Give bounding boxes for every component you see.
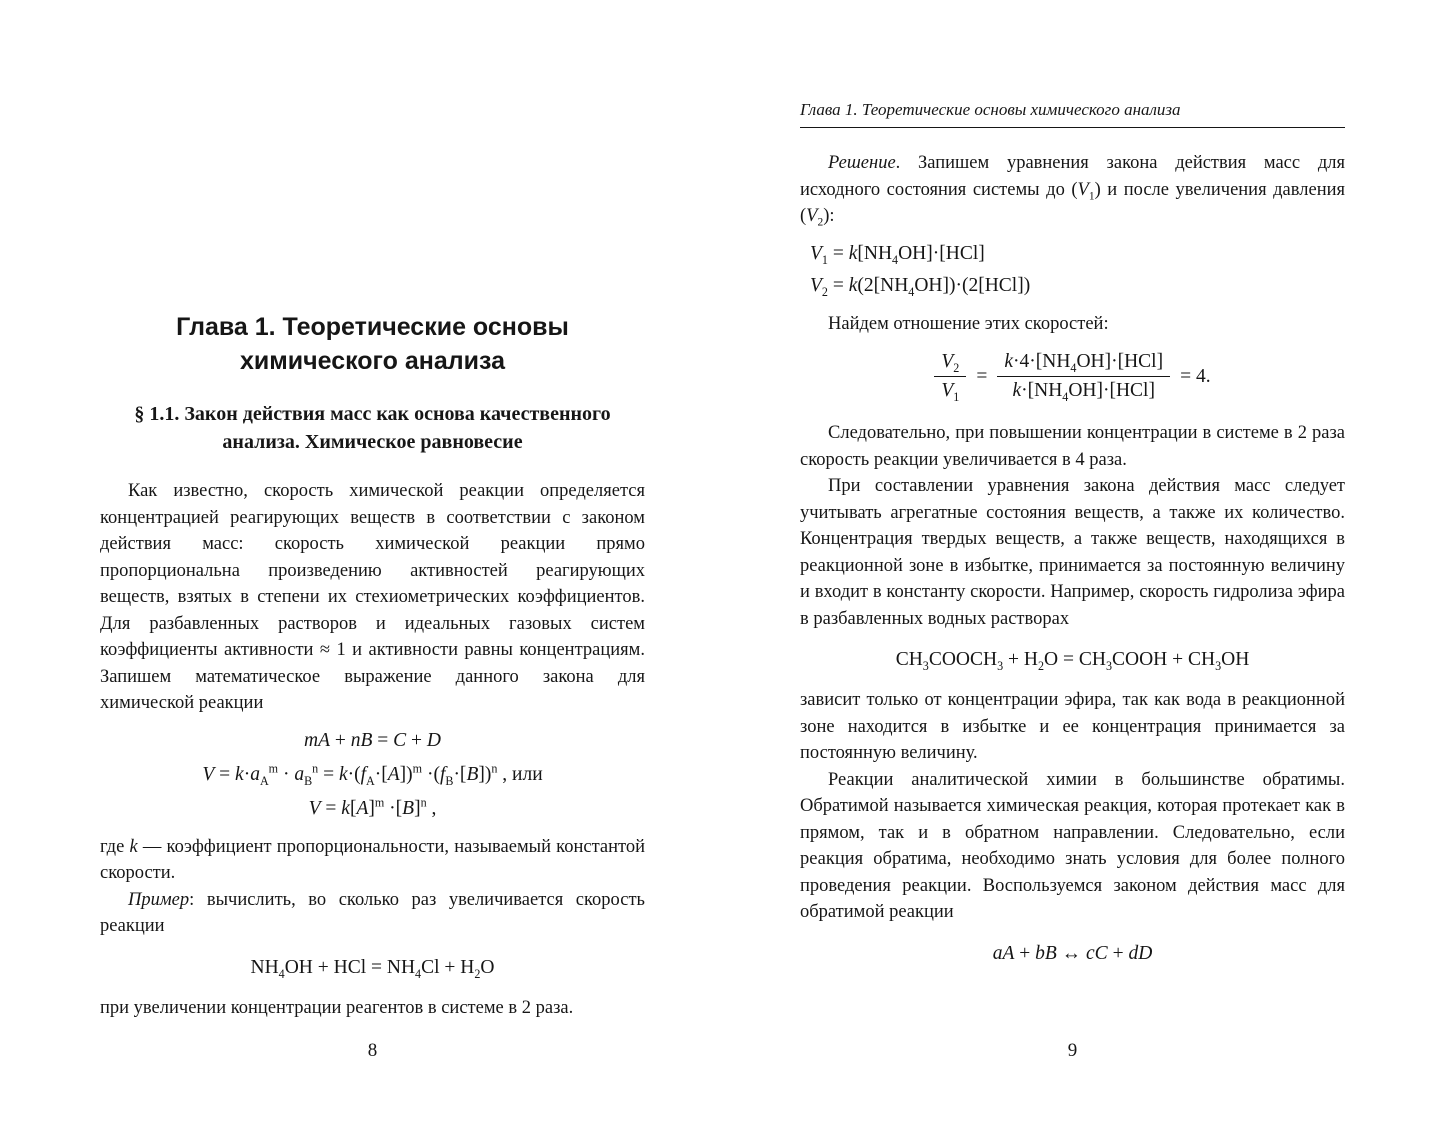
section-title: § 1.1. Закон действия масс как основа качественного анализа. Химическое равновесие: [134, 403, 611, 453]
formula-ester-hydrolysis: $CH_3COOCH_3 + H_2O$ = $CH_3COOH + CH_3OH$: [895, 649, 1250, 673]
formula-v1: $V_1 = k[NH_4OH]\cdot[HCl]$: [810, 242, 985, 267]
chapter-title: Глава 1. Теоретические основы химического анализа: [176, 313, 569, 375]
fraction-denominator: $V_1$: [941, 380, 960, 404]
result-value: = 4.: [1180, 365, 1211, 387]
paragraph-condition: при увеличении концентрации реагентов в системе в 2 раза.: [100, 997, 574, 1018]
formula-block: [100, 727, 645, 822]
page-number-right: 9: [1067, 1040, 1078, 1061]
equals-sign: =: [976, 365, 988, 387]
fraction-denominator: $k\cdot[NH_4OH]\cdot[HCl]$: [1012, 380, 1155, 404]
formula-general-reaction: mA + nB = C + D: [303, 729, 442, 751]
paragraph-intro: Как известно, скорость химической реакции определяется концентрацией реагирующих веществ в соответствии с законом действия масс: скорость химической реакции прямо пропорциональна произведению активностей реагирующих веществ, взятых в степени их стехиометрических коэффициентов. Для разбавленных растворов и идеальных газовых систем коэффициенты активности ≈ 1 и активности равны концентрациям. Запишем математическое выражение данного закона для химической реакции: [100, 481, 645, 713]
fraction-v2-v1: [934, 351, 966, 402]
paragraph-example: Пример: вычислить, во сколько раз увеличивается скорость реакции: [100, 889, 645, 936]
formula-v2: $V_2 = k(2[NH_4OH])\cdot(2[HCl])$: [810, 274, 1031, 299]
formula-rate-ratio: [800, 351, 1345, 402]
paragraph-reversible: Реакции аналитической химии в большинстве обратимы. Обратимой называется химическая реакция, которая протекает как в прямом, так и в обратном направлении. Следовательно, если реакция обратима, необходимо знать условия для более полного проведения реакции. Воспользуемся законом действия масс для обратимой реакции: [800, 769, 1345, 922]
paragraph-rate-constant: где k — коэффициент пропорциональности, называемый константой скорости.: [100, 836, 645, 883]
formula-nh4oh-reaction: $NH_4OH$ + HCl = $NH_4Cl + H_2O$: [250, 956, 495, 981]
page-number-left: 8: [367, 1040, 378, 1061]
paragraph-aggregate-states: При составлении уравнения закона действия масс следует учитывать агрегатные состояния веществ, а также их количество. Концентрация твердых веществ, а также веществ, находящихся в реакционной зоне в избытке, принимается за постоянную величину и входит в константу скорости. Например, скорость гидролиза эфира в разбавленных водных растворах: [800, 476, 1345, 629]
running-header: Глава 1. Теоретические основы химического анализа: [800, 100, 1345, 128]
formula-rate-short: $V = k[A]^m \cdot[B]^n$ ,: [308, 795, 437, 819]
formula-block-rates: [800, 240, 1345, 299]
fraction-k-terms: [997, 351, 1170, 402]
formula-rate-expanded: $V = k\cdot a_A^m \cdot a_B^n = k\cdot(f_A\cdot[A])^m \cdot(f_B\cdot[B])^n$ , или: [202, 761, 543, 788]
page-right: [800, 0, 1345, 1141]
paragraph-solution: Решение. Запишем уравнения закона действия масс для исходного состояния системы до $(V_1)$ и после увеличения давления $(V_2)$:: [800, 153, 1345, 229]
paragraph-conclusion: Следовательно, при повышении концентрации в системе в 2 раза скорость реакции увеличивается в 4 раза.: [800, 423, 1345, 470]
paragraph-ratio: Найдем отношение этих скоростей:: [828, 313, 1109, 334]
formula-equilibrium: aA + bB ↔ cC + dD: [992, 942, 1153, 964]
fraction-numerator: $k\cdot 4\cdot[NH_4OH]\cdot[HCl]$: [997, 351, 1170, 377]
page-left: [100, 0, 645, 1141]
fraction-numerator: $V_2$: [934, 351, 966, 377]
paragraph-ester: зависит только от концентрации эфира, так как вода в реакционной зоне находится в избытке и ее концентрация принимается за постоянную величину.: [800, 690, 1345, 763]
